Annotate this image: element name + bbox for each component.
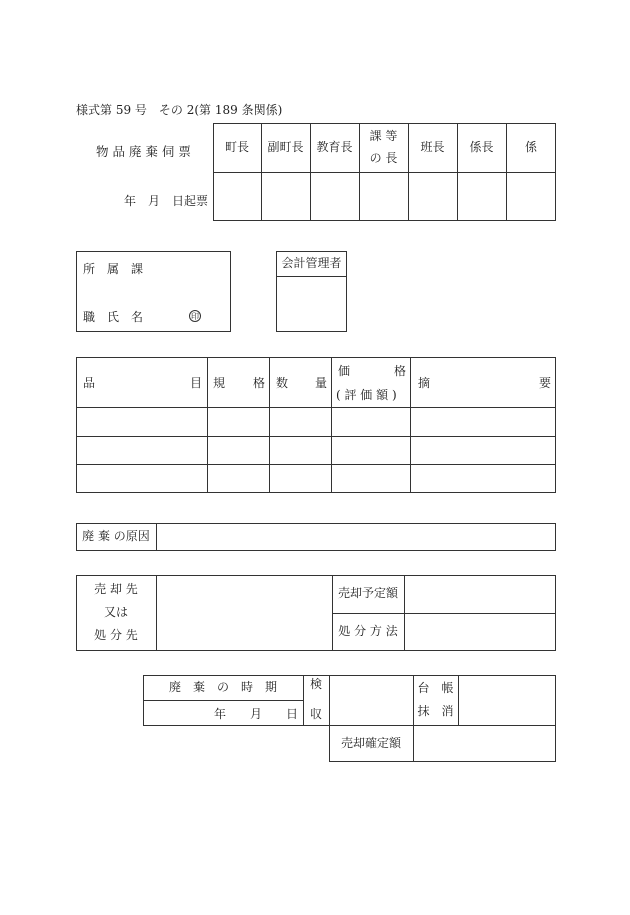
accountant-label: 会計管理者: [281, 255, 342, 270]
approval-staff: 係: [524, 139, 537, 154]
issue-date-label: 年 月 日起票: [124, 194, 209, 208]
col-remark-1: 摘: [418, 376, 431, 390]
col-item-1: 品: [83, 376, 96, 390]
sale-destination-3: 処 分 先: [94, 628, 138, 643]
col-spec-2: 格: [253, 376, 266, 390]
col-item-2: 目: [190, 376, 203, 390]
seal-icon: 印: [191, 312, 199, 321]
col-price-sub: ( 評 価 額 ): [336, 388, 397, 402]
col-qty-1: 数: [276, 376, 289, 390]
col-price-1: 価: [338, 364, 351, 378]
sale-destination-1: 売 却 先: [94, 582, 138, 597]
disposal-date-label: 年 月 日: [214, 707, 299, 721]
sale-destination-2: 又は: [103, 605, 128, 620]
disposal-method-label: 処 分 方 法: [338, 624, 398, 639]
col-remark-2: 要: [539, 376, 552, 390]
approval-deputy-mayor: 副町長: [267, 139, 304, 154]
inspection-label-2: 収: [309, 707, 322, 722]
form-number: 様式第 59 号 その 2(第 189 条関係): [76, 103, 283, 117]
approval-mayor: 町長: [224, 139, 249, 154]
planned-sale-amount-label: 売却予定額: [337, 586, 398, 601]
confirmed-sale-amount-label: 売却確定額: [340, 735, 401, 750]
approval-chief: 係長: [469, 139, 494, 154]
inspection-label-1: 検: [309, 677, 322, 692]
approval-superintendent: 教育長: [316, 139, 353, 154]
ledger-label-2: 抹 消: [417, 704, 454, 719]
col-spec-1: 規: [213, 376, 226, 390]
ledger-label-1: 台 帳: [417, 681, 454, 696]
department-label: 所 属 課: [83, 262, 144, 276]
approval-section-head-2: の 長: [369, 151, 398, 166]
official-name-label: 職 氏 名: [83, 310, 144, 324]
approval-section-head-1: 課 等: [369, 129, 398, 144]
document-title: 物 品 廃 棄 伺 票: [96, 144, 191, 159]
col-qty-2: 量: [315, 376, 328, 390]
col-price-2: 格: [394, 364, 407, 378]
approval-team-leader: 班長: [420, 139, 445, 154]
disposal-period-label: 廃 棄 の 時 期: [168, 679, 277, 694]
reason-label: 廃 棄 の原因: [82, 529, 150, 544]
